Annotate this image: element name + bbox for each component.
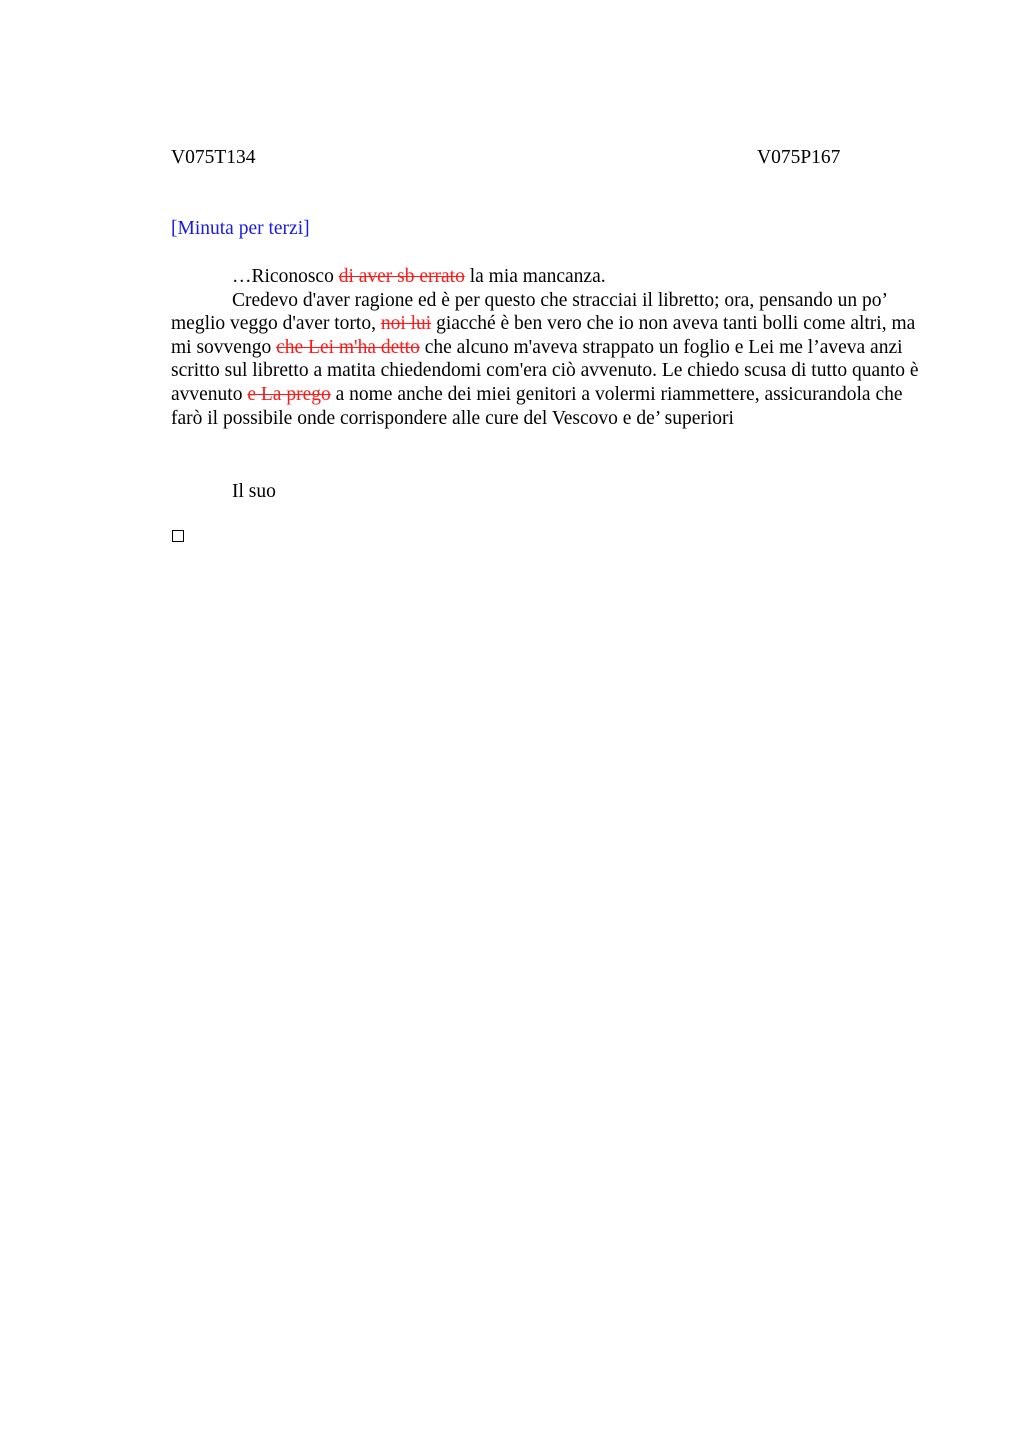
paragraph-1 — [171, 265, 931, 289]
empty-square-icon — [172, 530, 184, 542]
paragraph-2-text-1: Credevo d'aver ragione ed è per questo che stracciai il libretto; ora, pensando un po’ meglio veggo d'aver torto, — [171, 289, 887, 335]
paragraph-2-text-3: che alcuno m'aveva strappato un foglio e Lei me l’aveva anzi scritto sul libretto a matita chiedendomi com'era ciò avvenuto. Le chiedo scusa di tutto quanto è avvenuto — [171, 336, 919, 405]
document-code-right: V075P167 — [757, 147, 841, 168]
paragraph-1-text-1: …Riconosco — [232, 266, 339, 287]
closing-signature: Il suo — [232, 481, 276, 502]
paragraph-2 — [171, 289, 931, 431]
deleted-text: noi lui — [380, 313, 432, 335]
letter-body — [171, 265, 931, 430]
paragraph-2-text-2: giacché è ben vero che io non aveva tanti bolli come altri, ma mi sovvengo — [171, 313, 916, 358]
deleted-text: e La prego — [247, 383, 331, 405]
paragraph-2-text-4: a nome anche dei miei genitori a volermi riammettere, assicurandola che farò il possibile onde corrispondere alle cure del Vescovo e de’ superiori — [171, 383, 903, 429]
deleted-text: che Lei m'ha detto — [276, 336, 420, 358]
paragraph-1-text-2: la mia mancanza. — [464, 266, 606, 287]
document-code-left: V075T134 — [171, 147, 256, 168]
deleted-text: di aver sb errato — [338, 266, 465, 287]
document-heading: [Minuta per terzi] — [171, 218, 310, 239]
